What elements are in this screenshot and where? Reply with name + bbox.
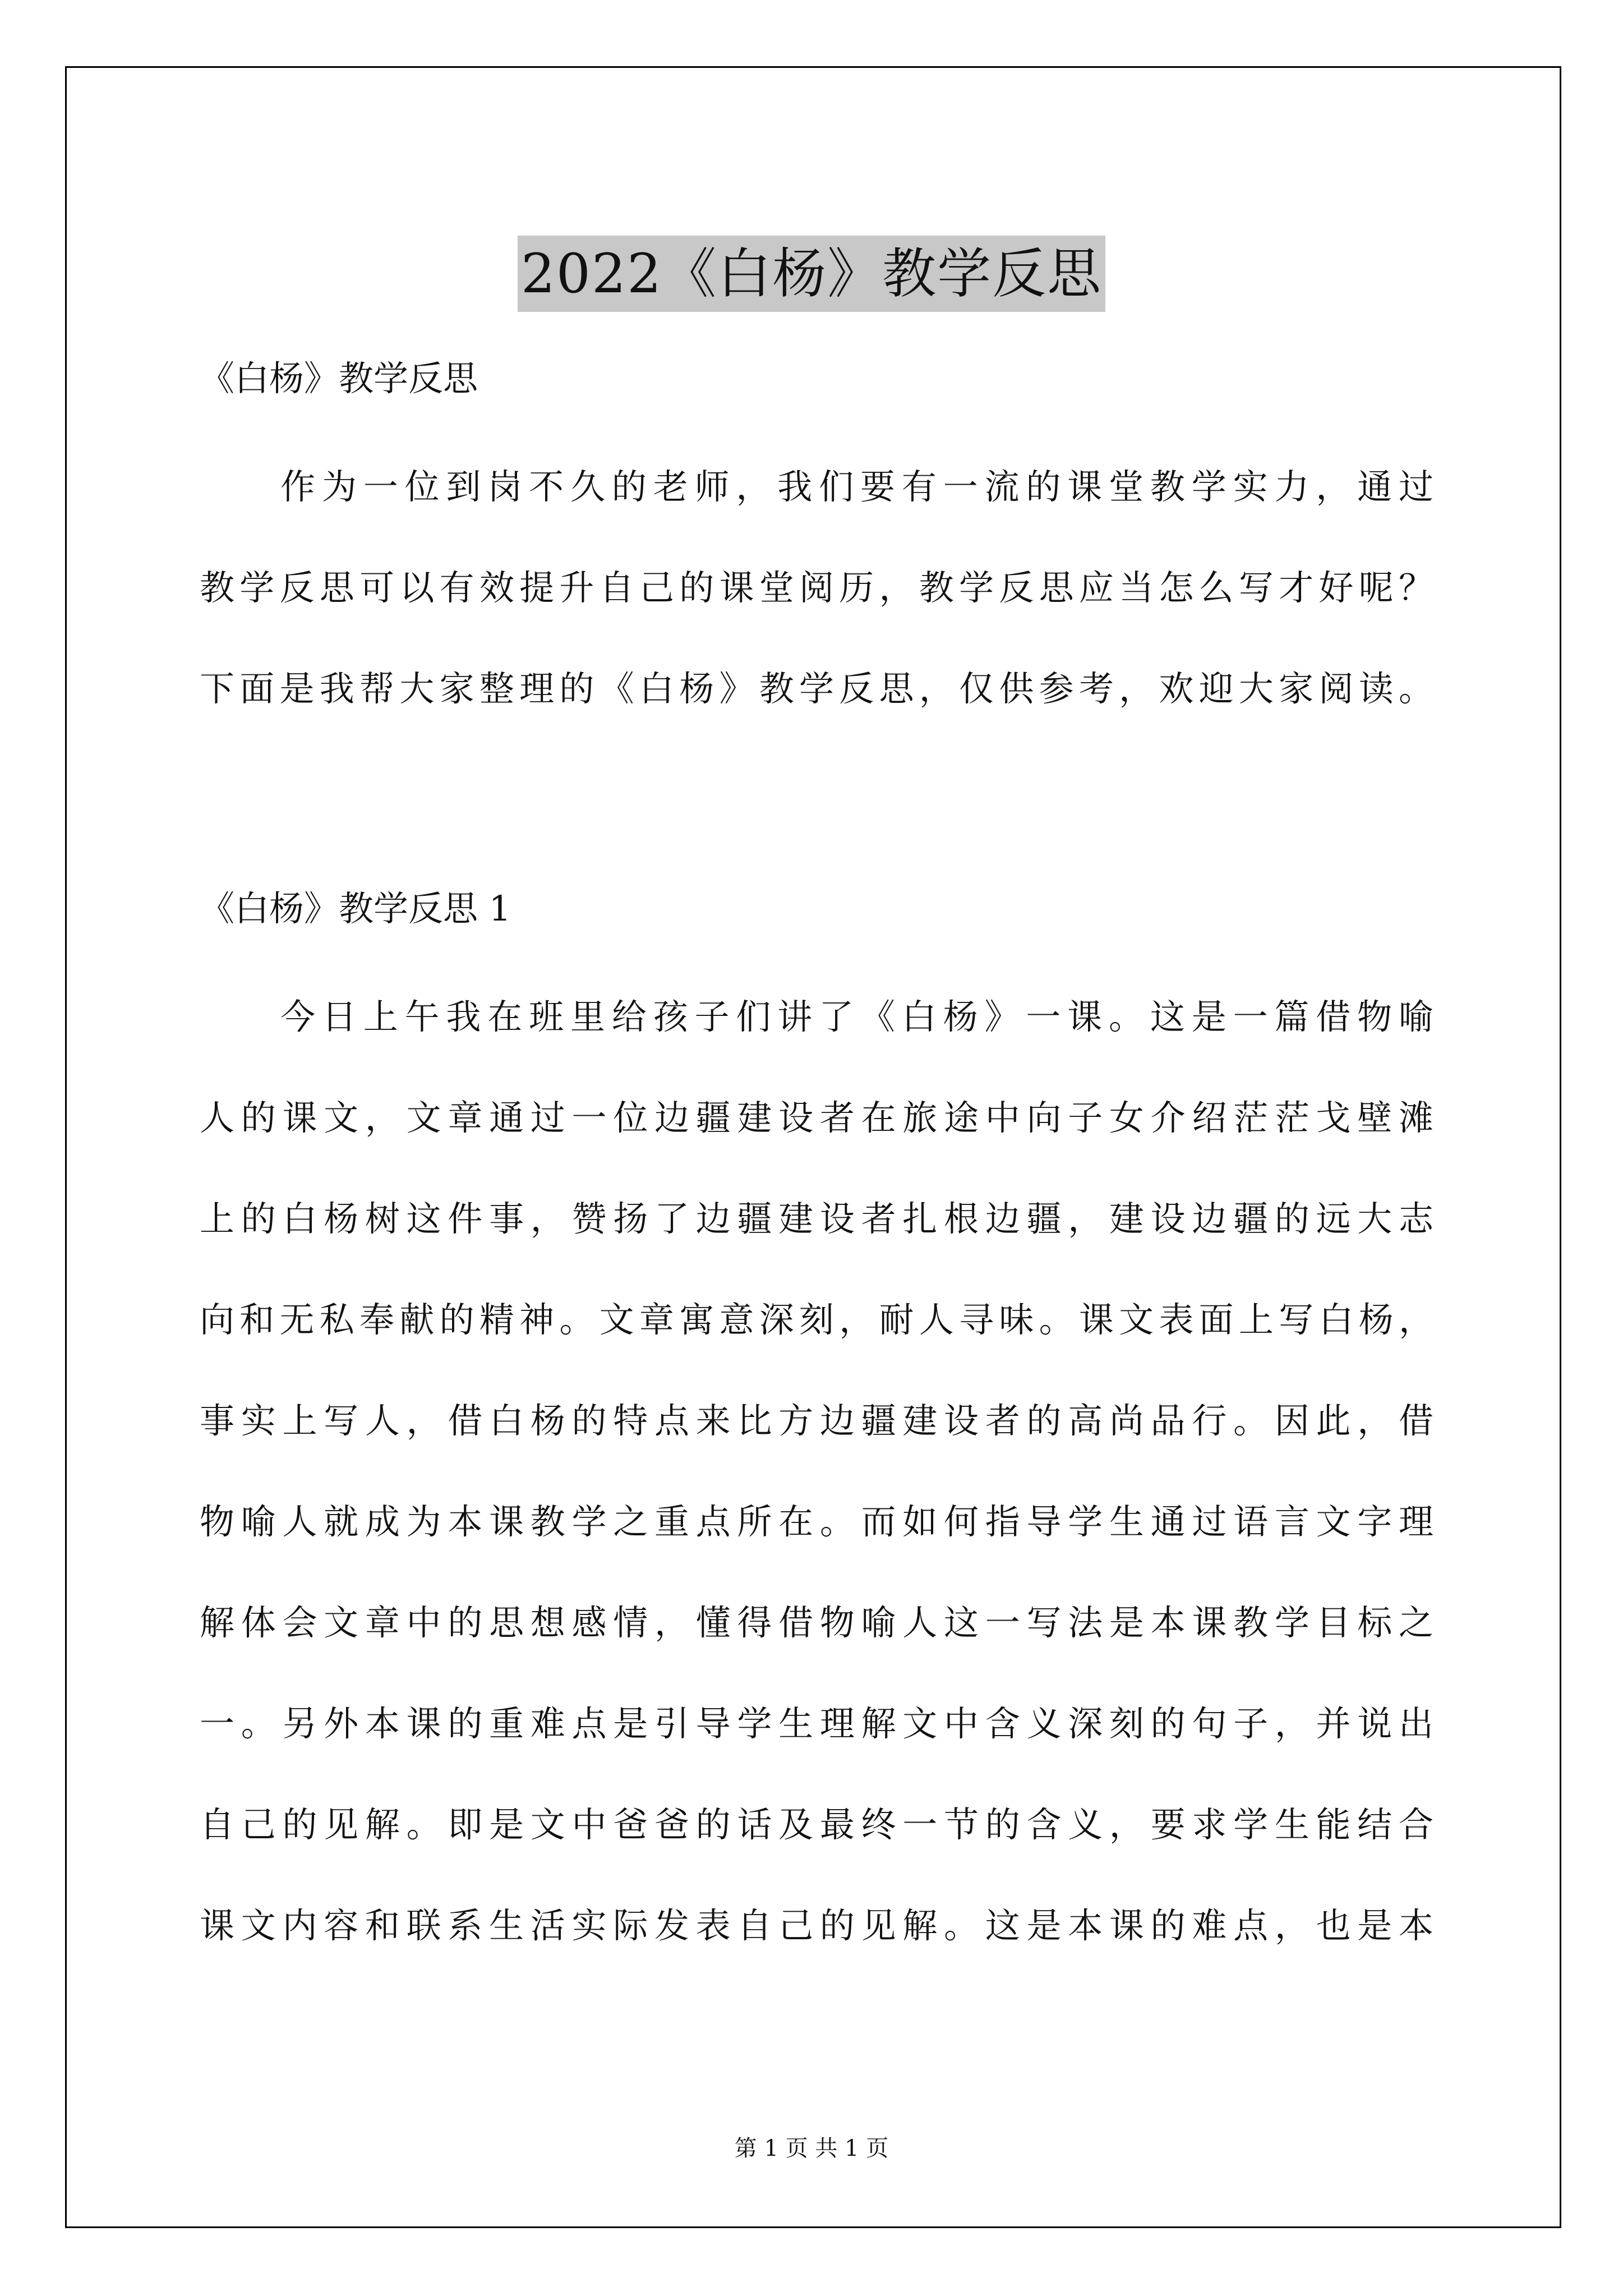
section-heading: 《白杨》教学反思 1 bbox=[200, 888, 511, 929]
intro-line: 作为一位到岗不久的老师，我们要有一流的课堂教学实力，通过 bbox=[280, 466, 1433, 507]
document-subtitle: 《白杨》教学反思 bbox=[200, 358, 478, 399]
intro-line: 教学反思可以有效提升自己的课堂阅历，教学反思应当怎么写才好呢？ bbox=[200, 567, 1433, 608]
body-line: 一。另外本课的重难点是引导学生理解文中含义深刻的句子，并说出 bbox=[200, 1703, 1433, 1744]
body-line: 自己的见解。即是文中爸爸的话及最终一节的含义，要求学生能结合 bbox=[200, 1804, 1433, 1845]
body-line: 人的课文，文章通过一位边疆建设者在旅途中向子女介绍茫茫戈壁滩 bbox=[200, 1097, 1433, 1138]
intro-line: 下面是我帮大家整理的《白杨》教学反思，仅供参考，欢迎大家阅读。 bbox=[200, 668, 1433, 709]
body-line: 今日上午我在班里给孩子们讲了《白杨》一课。这是一篇借物喻 bbox=[280, 996, 1433, 1037]
body-line: 事实上写人，借白杨的特点来比方边疆建设者的高尚品行。因此，借 bbox=[200, 1400, 1433, 1441]
title-container bbox=[0, 200, 1623, 348]
body-line: 物喻人就成为本课教学之重点所在。而如何指导学生通过语言文字理 bbox=[200, 1501, 1433, 1542]
page-footer: 第 1 页 共 1 页 bbox=[734, 2136, 889, 2161]
document-title: 2022《白杨》教学反思 bbox=[518, 236, 1105, 312]
body-line: 解体会文章中的思想感情，懂得借物喻人这一写法是本课教学目标之 bbox=[200, 1602, 1433, 1643]
body-line: 课文内容和联系生活实际发表自己的见解。这是本课的难点，也是本 bbox=[200, 1905, 1433, 1946]
body-line: 向和无私奉献的精神。文章寓意深刻，耐人寻味。课文表面上写白杨， bbox=[200, 1299, 1433, 1340]
body-line: 上的白杨树这件事，赞扬了边疆建设者扎根边疆，建设边疆的远大志 bbox=[200, 1198, 1433, 1239]
